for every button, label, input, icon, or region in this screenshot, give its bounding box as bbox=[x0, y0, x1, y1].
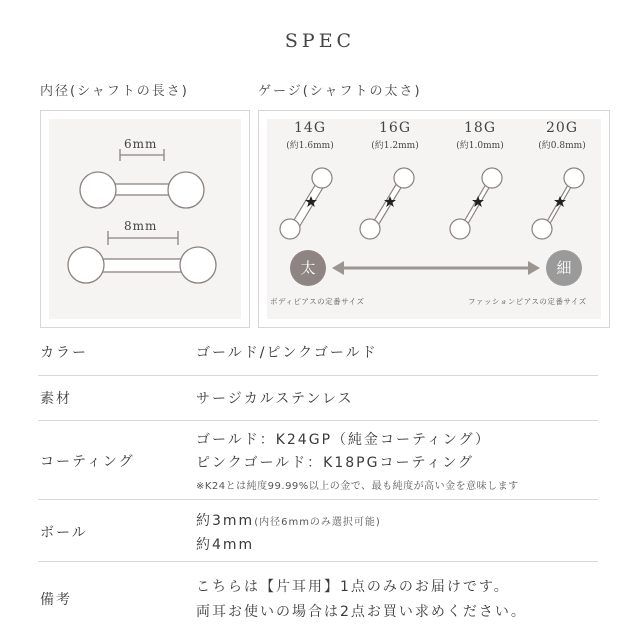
thin-badge: 細 bbox=[546, 250, 582, 286]
gauge-20g: 20G (約0.8mm) bbox=[538, 120, 586, 151]
size-6mm-label: 6mm bbox=[124, 137, 158, 151]
gauge-16g: 16G (約1.2mm) bbox=[371, 120, 419, 151]
remarks-line2: 両耳お使いの場合は2点お買い求めください。 bbox=[196, 604, 527, 620]
page-title: SPEC bbox=[284, 30, 356, 52]
inner-diameter-label: 内径(シャフトの長さ) bbox=[40, 84, 189, 99]
ball-label: ボール bbox=[40, 525, 88, 541]
divider bbox=[38, 499, 598, 500]
coating-pinkgold: ピンクゴールド：K18PGコーティング bbox=[196, 455, 475, 471]
divider bbox=[38, 561, 598, 562]
gauge-14g: 14G (約1.6mm) bbox=[286, 120, 334, 151]
divider bbox=[38, 420, 598, 421]
star-icons bbox=[305, 196, 566, 207]
coating-note: ※K24とは純度99.99%以上の金で、最も純度が高い金を意味します bbox=[196, 481, 519, 492]
fashion-piercing-note: ファッションピアスの定番サイズ bbox=[468, 297, 587, 306]
material-label: 素材 bbox=[40, 391, 72, 407]
barbell-14g bbox=[280, 168, 332, 239]
ball-size-3mm: 約3mm(内径6mmのみ選択可能) bbox=[196, 513, 381, 529]
gauge-18g: 18G (約1.0mm) bbox=[456, 120, 504, 151]
ball-size-4mm: 約4mm bbox=[196, 537, 255, 553]
gauge-label: ゲージ(シャフトの太さ) bbox=[258, 84, 422, 99]
thick-badge: 太 bbox=[290, 250, 326, 286]
barbell-16g bbox=[360, 168, 414, 239]
coating-label: コーティング bbox=[40, 454, 135, 470]
divider bbox=[38, 375, 598, 376]
color-value: ゴールド/ピンクゴールド bbox=[196, 345, 378, 361]
material-value: サージカルステンレス bbox=[196, 391, 354, 407]
body-piercing-note: ボディピアスの定番サイズ bbox=[270, 297, 365, 306]
remarks-label: 備考 bbox=[40, 592, 72, 608]
thickness-arrow bbox=[332, 261, 540, 275]
coating-gold: ゴールド：K24GP（純金コーティング） bbox=[196, 432, 492, 448]
size-8mm-label: 8mm bbox=[124, 219, 158, 233]
remarks-line1: こちらは【片耳用】1点のみのお届けです。 bbox=[196, 579, 510, 595]
color-label: カラー bbox=[40, 345, 88, 361]
